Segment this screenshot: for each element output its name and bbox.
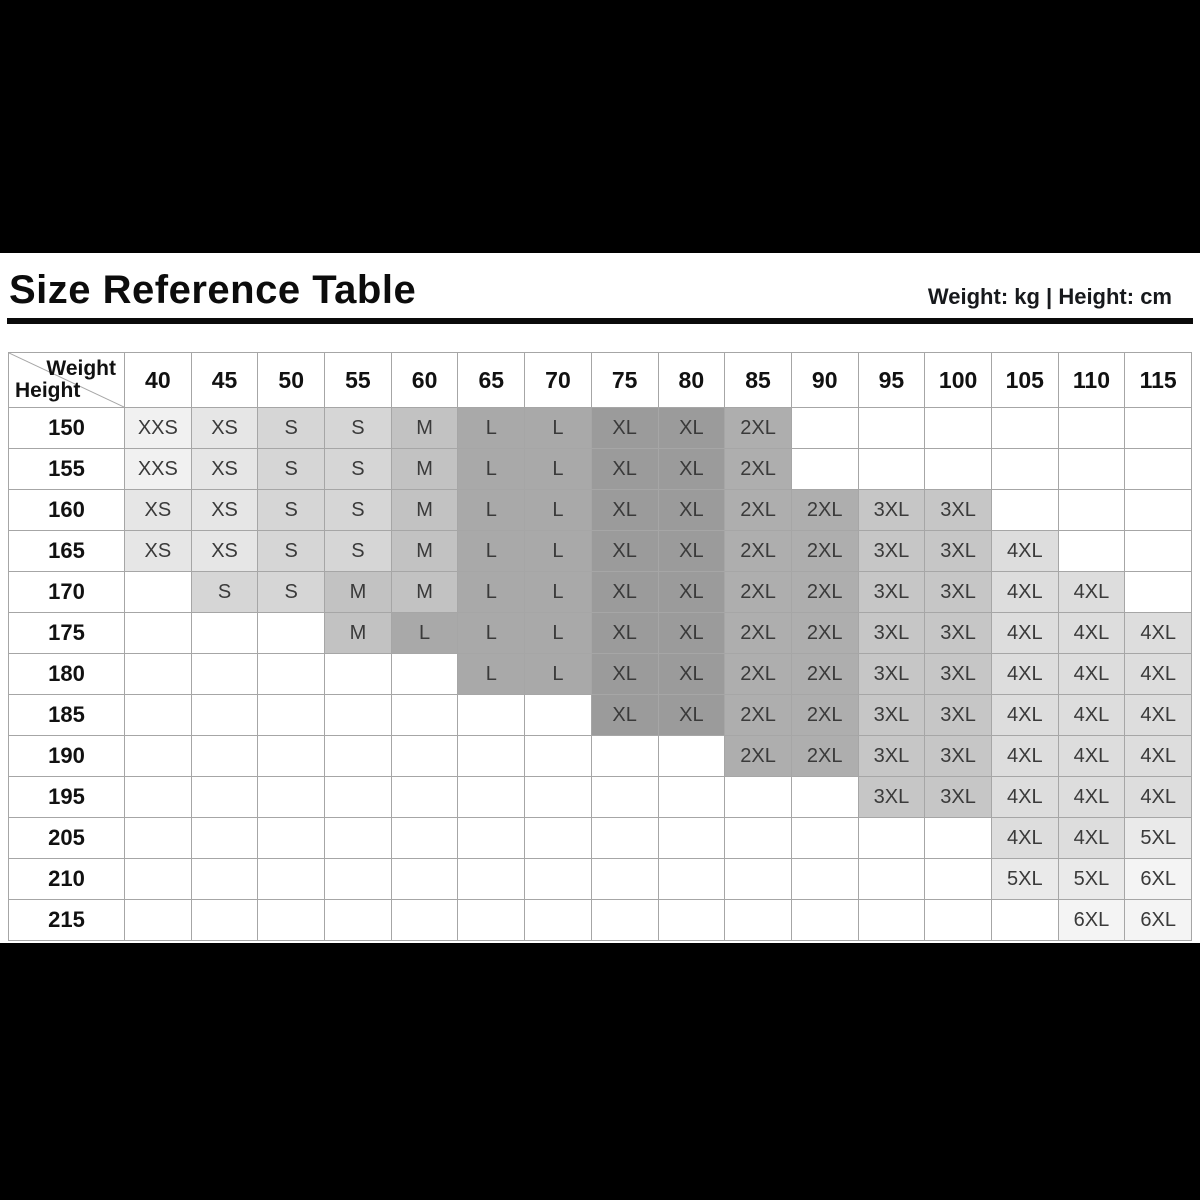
size-reference-table: [8, 352, 1192, 941]
corner-weight-label: Weight: [46, 357, 116, 380]
size-cell: S: [258, 490, 325, 531]
size-cell: 3XL: [925, 613, 992, 654]
table-row: [9, 777, 1192, 818]
size-cell: M: [325, 572, 392, 613]
empty-cell: [125, 572, 192, 613]
empty-cell: [1125, 490, 1192, 531]
empty-cell: [391, 859, 458, 900]
size-table-body: [9, 408, 1192, 941]
size-cell: 3XL: [925, 736, 992, 777]
size-cell: 2XL: [725, 449, 792, 490]
empty-cell: [525, 859, 592, 900]
size-cell: L: [458, 613, 525, 654]
empty-cell: [658, 736, 725, 777]
size-cell: 3XL: [858, 531, 925, 572]
empty-cell: [858, 900, 925, 941]
empty-cell: [791, 818, 858, 859]
empty-cell: [525, 818, 592, 859]
height-header-cell: 190: [9, 736, 125, 777]
height-header-cell: 205: [9, 818, 125, 859]
empty-cell: [391, 736, 458, 777]
weight-header-cell: 65: [458, 353, 525, 408]
corner-height-label: Height: [15, 379, 81, 402]
size-cell: S: [325, 531, 392, 572]
empty-cell: [391, 777, 458, 818]
weight-header-cell: 105: [991, 353, 1058, 408]
empty-cell: [525, 736, 592, 777]
table-row: [9, 736, 1192, 777]
empty-cell: [458, 736, 525, 777]
height-header-cell: 155: [9, 449, 125, 490]
size-cell: 3XL: [925, 490, 992, 531]
empty-cell: [725, 900, 792, 941]
empty-cell: [125, 654, 192, 695]
empty-cell: [925, 859, 992, 900]
size-cell: 4XL: [1058, 818, 1125, 859]
empty-cell: [325, 900, 392, 941]
empty-cell: [258, 859, 325, 900]
empty-cell: [258, 695, 325, 736]
weight-header-cell: 80: [658, 353, 725, 408]
table-row: [9, 818, 1192, 859]
size-cell: 4XL: [991, 777, 1058, 818]
size-cell: S: [325, 449, 392, 490]
size-cell: L: [458, 449, 525, 490]
size-cell: 2XL: [791, 531, 858, 572]
size-cell: L: [525, 490, 592, 531]
size-cell: 4XL: [1058, 695, 1125, 736]
corner-header-cell: [9, 353, 125, 408]
empty-cell: [591, 900, 658, 941]
weight-header-cell: 55: [325, 353, 392, 408]
weight-header-cell: 110: [1058, 353, 1125, 408]
empty-cell: [325, 859, 392, 900]
size-cell: XL: [658, 531, 725, 572]
empty-cell: [391, 900, 458, 941]
empty-cell: [991, 900, 1058, 941]
size-cell: 5XL: [991, 859, 1058, 900]
size-cell: 4XL: [1125, 777, 1192, 818]
weight-header-cell: 50: [258, 353, 325, 408]
size-cell: L: [525, 654, 592, 695]
empty-cell: [258, 654, 325, 695]
empty-cell: [258, 900, 325, 941]
size-cell: 2XL: [725, 490, 792, 531]
weight-header-cell: 95: [858, 353, 925, 408]
size-cell: XL: [658, 654, 725, 695]
empty-cell: [458, 818, 525, 859]
size-cell: 4XL: [1058, 777, 1125, 818]
empty-cell: [791, 777, 858, 818]
size-cell: 4XL: [991, 695, 1058, 736]
empty-cell: [258, 736, 325, 777]
empty-cell: [725, 818, 792, 859]
empty-cell: [458, 859, 525, 900]
weight-header-cell: 85: [725, 353, 792, 408]
size-cell: S: [258, 531, 325, 572]
size-cell: M: [325, 613, 392, 654]
size-cell: XL: [658, 613, 725, 654]
empty-cell: [125, 900, 192, 941]
empty-cell: [391, 695, 458, 736]
empty-cell: [458, 695, 525, 736]
empty-cell: [191, 613, 258, 654]
size-cell: 4XL: [1125, 695, 1192, 736]
empty-cell: [325, 654, 392, 695]
size-cell: M: [391, 449, 458, 490]
empty-cell: [191, 695, 258, 736]
size-cell: 4XL: [1058, 572, 1125, 613]
weight-header-cell: 100: [925, 353, 992, 408]
size-cell: 2XL: [791, 695, 858, 736]
top-letterbox-bar: [0, 0, 1200, 253]
size-cell: M: [391, 531, 458, 572]
chart-header: [9, 253, 1172, 316]
empty-cell: [925, 818, 992, 859]
empty-cell: [1058, 408, 1125, 449]
empty-cell: [858, 859, 925, 900]
size-cell: 4XL: [991, 818, 1058, 859]
size-cell: M: [391, 490, 458, 531]
size-cell: 3XL: [858, 490, 925, 531]
size-cell: M: [391, 572, 458, 613]
empty-cell: [125, 777, 192, 818]
empty-cell: [1125, 408, 1192, 449]
size-cell: 2XL: [725, 531, 792, 572]
size-cell: 6XL: [1125, 900, 1192, 941]
size-cell: 2XL: [791, 736, 858, 777]
empty-cell: [325, 777, 392, 818]
height-header-cell: 175: [9, 613, 125, 654]
size-cell: L: [525, 449, 592, 490]
title-underline: [7, 318, 1193, 324]
size-cell: S: [258, 449, 325, 490]
empty-cell: [791, 449, 858, 490]
size-cell: 3XL: [925, 695, 992, 736]
empty-cell: [658, 818, 725, 859]
size-cell: XXS: [125, 449, 192, 490]
empty-cell: [1058, 490, 1125, 531]
size-cell: XL: [591, 695, 658, 736]
size-cell: 4XL: [1125, 654, 1192, 695]
size-cell: L: [525, 613, 592, 654]
empty-cell: [125, 613, 192, 654]
size-cell: 3XL: [925, 572, 992, 613]
table-row: [9, 572, 1192, 613]
size-cell: 3XL: [858, 777, 925, 818]
size-cell: 6XL: [1058, 900, 1125, 941]
size-cell: XL: [591, 654, 658, 695]
empty-cell: [458, 777, 525, 818]
weight-header-cell: 45: [191, 353, 258, 408]
empty-cell: [658, 859, 725, 900]
empty-cell: [391, 818, 458, 859]
size-cell: XL: [658, 449, 725, 490]
size-cell: M: [391, 408, 458, 449]
empty-cell: [125, 736, 192, 777]
empty-cell: [1125, 572, 1192, 613]
size-cell: XL: [658, 695, 725, 736]
empty-cell: [591, 736, 658, 777]
table-row: [9, 408, 1192, 449]
size-cell: XL: [591, 572, 658, 613]
size-cell: 2XL: [725, 736, 792, 777]
table-row: [9, 613, 1192, 654]
size-cell: XL: [591, 613, 658, 654]
empty-cell: [791, 900, 858, 941]
table-row: [9, 490, 1192, 531]
size-cell: L: [458, 531, 525, 572]
size-cell: S: [258, 408, 325, 449]
size-chart-content: [0, 253, 1200, 943]
size-cell: 6XL: [1125, 859, 1192, 900]
empty-cell: [125, 818, 192, 859]
empty-cell: [591, 818, 658, 859]
empty-cell: [925, 408, 992, 449]
size-cell: 2XL: [725, 613, 792, 654]
empty-cell: [325, 736, 392, 777]
size-cell: 4XL: [1125, 736, 1192, 777]
size-cell: 4XL: [991, 572, 1058, 613]
size-cell: S: [258, 572, 325, 613]
size-cell: 4XL: [991, 531, 1058, 572]
height-header-cell: 185: [9, 695, 125, 736]
weight-header-cell: 70: [525, 353, 592, 408]
size-cell: L: [525, 408, 592, 449]
height-header-cell: 165: [9, 531, 125, 572]
empty-cell: [191, 736, 258, 777]
size-cell: XL: [591, 408, 658, 449]
empty-cell: [191, 818, 258, 859]
table-row: [9, 531, 1192, 572]
size-cell: 2XL: [791, 654, 858, 695]
height-header-cell: 160: [9, 490, 125, 531]
size-cell: S: [325, 408, 392, 449]
size-cell: 3XL: [925, 654, 992, 695]
size-cell: 4XL: [991, 654, 1058, 695]
table-row: [9, 654, 1192, 695]
bottom-letterbox-bar: [0, 943, 1200, 1200]
empty-cell: [791, 408, 858, 449]
empty-cell: [991, 408, 1058, 449]
size-cell: L: [525, 531, 592, 572]
size-cell: 4XL: [1058, 654, 1125, 695]
size-cell: XL: [658, 572, 725, 613]
size-cell: XL: [591, 531, 658, 572]
size-cell: 2XL: [791, 613, 858, 654]
size-cell: XS: [191, 490, 258, 531]
size-cell: 4XL: [991, 613, 1058, 654]
empty-cell: [325, 818, 392, 859]
empty-cell: [791, 859, 858, 900]
size-cell: XS: [191, 449, 258, 490]
size-cell: L: [458, 408, 525, 449]
empty-cell: [858, 818, 925, 859]
empty-cell: [191, 900, 258, 941]
empty-cell: [525, 900, 592, 941]
size-cell: L: [525, 572, 592, 613]
size-cell: 4XL: [1125, 613, 1192, 654]
height-header-cell: 215: [9, 900, 125, 941]
empty-cell: [1125, 449, 1192, 490]
size-cell: 3XL: [925, 777, 992, 818]
empty-cell: [658, 777, 725, 818]
empty-cell: [725, 777, 792, 818]
empty-cell: [991, 449, 1058, 490]
empty-cell: [191, 777, 258, 818]
empty-cell: [258, 818, 325, 859]
empty-cell: [1125, 531, 1192, 572]
height-header-cell: 195: [9, 777, 125, 818]
empty-cell: [391, 654, 458, 695]
size-cell: XL: [658, 408, 725, 449]
size-cell: XL: [658, 490, 725, 531]
height-header-cell: 170: [9, 572, 125, 613]
size-cell: 3XL: [858, 613, 925, 654]
size-cell: L: [458, 654, 525, 695]
size-cell: S: [325, 490, 392, 531]
empty-cell: [1058, 449, 1125, 490]
weight-header-cell: 90: [791, 353, 858, 408]
size-cell: 4XL: [1058, 736, 1125, 777]
weight-header-cell: 60: [391, 353, 458, 408]
size-cell: 5XL: [1058, 859, 1125, 900]
size-cell: 3XL: [925, 531, 992, 572]
empty-cell: [725, 859, 792, 900]
size-cell: 5XL: [1125, 818, 1192, 859]
table-row: [9, 449, 1192, 490]
size-cell: 3XL: [858, 736, 925, 777]
units-note: Weight: kg | Height: cm: [927, 284, 1172, 309]
size-cell: L: [458, 490, 525, 531]
table-row: [9, 859, 1192, 900]
size-cell: 3XL: [858, 654, 925, 695]
empty-cell: [591, 777, 658, 818]
empty-cell: [525, 777, 592, 818]
size-cell: 2XL: [725, 408, 792, 449]
empty-cell: [125, 695, 192, 736]
empty-cell: [191, 859, 258, 900]
weight-header-cell: 75: [591, 353, 658, 408]
height-header-cell: 150: [9, 408, 125, 449]
empty-cell: [991, 490, 1058, 531]
size-cell: XS: [191, 408, 258, 449]
weight-header-cell: 115: [1125, 353, 1192, 408]
empty-cell: [325, 695, 392, 736]
weight-header-cell: 40: [125, 353, 192, 408]
table-row: [9, 695, 1192, 736]
empty-cell: [1058, 531, 1125, 572]
size-cell: XS: [125, 531, 192, 572]
page-title: Size Reference Table: [9, 268, 417, 312]
size-cell: 2XL: [725, 695, 792, 736]
size-cell: XS: [191, 531, 258, 572]
weight-header-row: [9, 353, 1192, 408]
size-cell: 2XL: [791, 572, 858, 613]
empty-cell: [858, 449, 925, 490]
empty-cell: [258, 777, 325, 818]
size-cell: XL: [591, 449, 658, 490]
empty-cell: [591, 859, 658, 900]
empty-cell: [925, 900, 992, 941]
empty-cell: [925, 449, 992, 490]
size-cell: 2XL: [725, 654, 792, 695]
empty-cell: [125, 859, 192, 900]
empty-cell: [525, 695, 592, 736]
size-cell: XL: [591, 490, 658, 531]
size-cell: 4XL: [1058, 613, 1125, 654]
size-cell: 3XL: [858, 572, 925, 613]
size-cell: S: [191, 572, 258, 613]
empty-cell: [258, 613, 325, 654]
height-header-cell: 210: [9, 859, 125, 900]
empty-cell: [458, 900, 525, 941]
size-cell: 2XL: [725, 572, 792, 613]
size-cell: 3XL: [858, 695, 925, 736]
size-cell: L: [458, 572, 525, 613]
height-header-cell: 180: [9, 654, 125, 695]
size-cell: XS: [125, 490, 192, 531]
size-cell: 4XL: [991, 736, 1058, 777]
empty-cell: [658, 900, 725, 941]
size-cell: L: [391, 613, 458, 654]
table-row: [9, 900, 1192, 941]
size-cell: 2XL: [791, 490, 858, 531]
empty-cell: [191, 654, 258, 695]
size-cell: XXS: [125, 408, 192, 449]
empty-cell: [858, 408, 925, 449]
